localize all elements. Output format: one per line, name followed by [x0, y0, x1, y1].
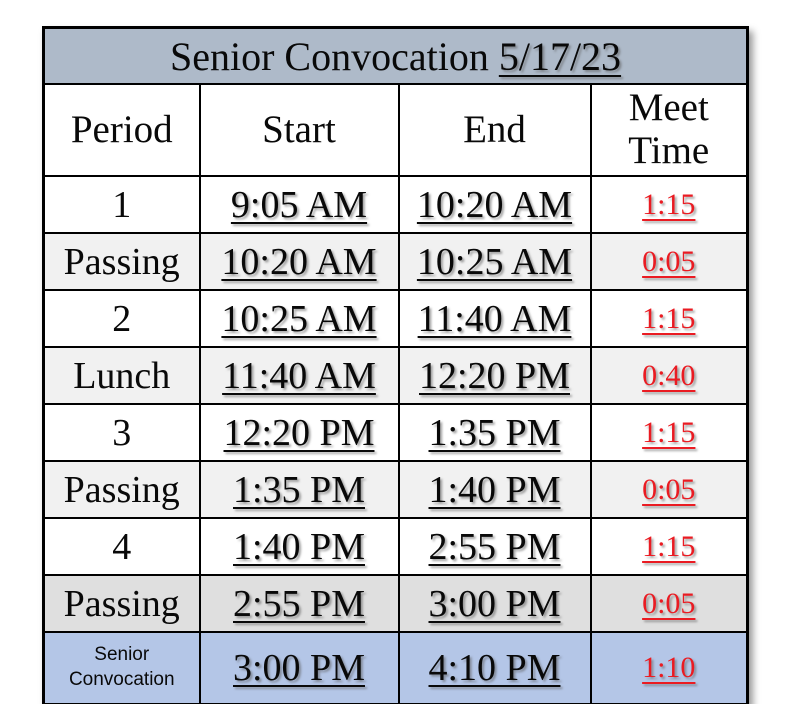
start-time-value: 1:35 PM — [233, 468, 365, 511]
table-row — [44, 176, 748, 233]
period-cell: Lunch — [44, 347, 200, 404]
start-time-value: 11:40 AM — [222, 354, 376, 397]
start-time-cell — [200, 347, 399, 404]
meet-time-cell — [591, 518, 748, 575]
meet-time-value: 1:15 — [642, 529, 696, 563]
start-time-value: 1:40 PM — [233, 525, 365, 568]
end-time-value: 3:00 PM — [428, 582, 561, 625]
end-time-value: 4:10 PM — [428, 647, 561, 689]
schedule-title-and-header — [44, 28, 748, 177]
end-time-cell — [399, 575, 591, 632]
table-title-text: Senior Convocation — [169, 33, 489, 79]
end-time-value: 11:40 AM — [417, 297, 572, 340]
end-time-value: 1:35 PM — [428, 411, 561, 454]
meet-time-cell — [591, 575, 748, 632]
end-time-cell — [399, 233, 591, 290]
meet-time-cell — [591, 461, 748, 518]
period-cell: Passing — [44, 461, 200, 518]
period-cell: 1 — [44, 176, 200, 233]
period-cell: 4 — [44, 518, 200, 575]
period-cell: 2 — [44, 290, 200, 347]
table-row — [44, 461, 748, 518]
end-time-value: 12:20 PM — [419, 354, 570, 397]
schedule-table — [42, 26, 749, 704]
meet-time-value: 0:05 — [642, 244, 696, 278]
end-time-cell — [399, 632, 591, 704]
start-time-cell — [200, 632, 399, 704]
table-row — [44, 404, 748, 461]
end-time-value: 1:40 PM — [428, 468, 561, 511]
end-time-cell — [399, 404, 591, 461]
meet-time-value: 1:15 — [642, 415, 696, 449]
table-row — [44, 575, 748, 632]
schedule-body — [44, 176, 748, 704]
end-time-cell — [399, 176, 591, 233]
period-cell: 3 — [44, 404, 200, 461]
table-row — [44, 518, 748, 575]
start-time-cell — [200, 176, 399, 233]
end-time-value: 2:55 PM — [428, 525, 561, 568]
table-row — [44, 632, 748, 704]
period-cell: Passing — [44, 575, 200, 632]
meet-time-value: 1:10 — [642, 651, 696, 684]
start-time-cell — [200, 461, 399, 518]
start-time-cell — [200, 518, 399, 575]
end-time-cell — [399, 290, 591, 347]
meet-time-cell — [591, 233, 748, 290]
column-header-meet-time: Meet Time — [591, 84, 748, 176]
start-time-value: 3:00 PM — [233, 647, 365, 689]
meet-time-value: 1:15 — [642, 187, 696, 221]
meet-time-value: 1:15 — [642, 301, 696, 335]
table-row — [44, 290, 748, 347]
start-time-cell — [200, 290, 399, 347]
column-header-start: Start — [200, 84, 399, 176]
column-header-end: End — [399, 84, 591, 176]
table-title — [44, 28, 748, 85]
end-time-value: 10:20 AM — [416, 183, 573, 226]
meet-time-cell — [591, 404, 748, 461]
period-cell: Senior Convocation — [44, 632, 200, 704]
table-row — [44, 347, 748, 404]
start-time-value: 12:20 PM — [223, 411, 375, 454]
end-time-cell — [399, 461, 591, 518]
period-cell: Passing — [44, 233, 200, 290]
table-title-date: 5/17/23 — [498, 33, 622, 79]
start-time-value: 9:05 AM — [230, 183, 368, 226]
start-time-value: 10:20 AM — [221, 240, 377, 283]
start-time-cell — [200, 575, 399, 632]
title-row — [44, 28, 748, 85]
start-time-cell — [200, 233, 399, 290]
meet-time-cell — [591, 290, 748, 347]
meet-time-cell — [591, 176, 748, 233]
start-time-value: 2:55 PM — [233, 582, 365, 625]
meet-time-cell — [591, 632, 748, 704]
column-header-row — [44, 84, 748, 176]
meet-time-value: 0:05 — [642, 586, 696, 620]
start-time-cell — [200, 404, 399, 461]
table-row — [44, 233, 748, 290]
meet-time-value: 0:40 — [642, 358, 696, 392]
start-time-value: 10:25 AM — [221, 297, 377, 340]
meet-time-value: 0:05 — [642, 472, 696, 506]
meet-time-cell — [591, 347, 748, 404]
end-time-cell — [399, 347, 591, 404]
column-header-period: Period — [44, 84, 200, 176]
end-time-value: 10:25 AM — [416, 240, 573, 283]
end-time-cell — [399, 518, 591, 575]
